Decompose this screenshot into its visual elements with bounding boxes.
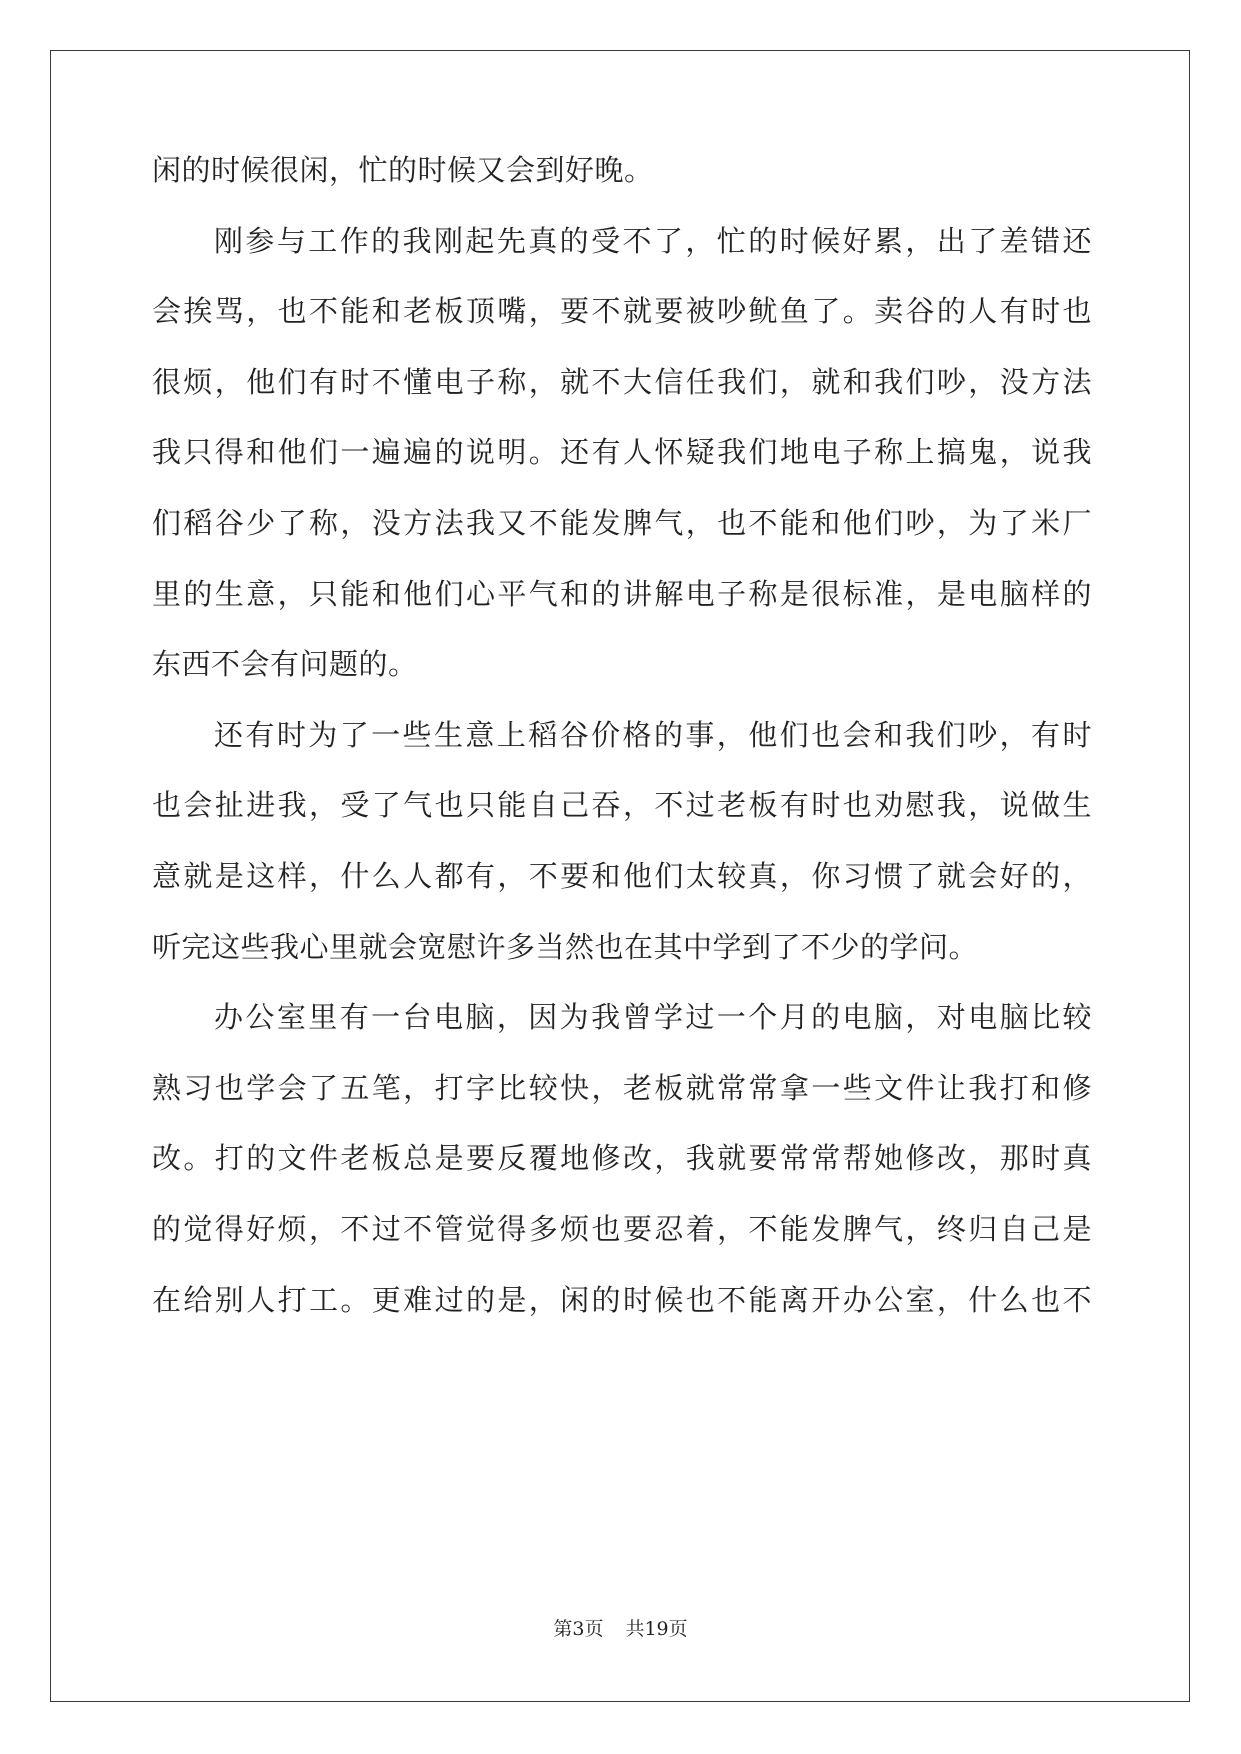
text-line: 办公室里有一台电脑，因为我曾学过一个月的电脑，对电脑比较	[214, 1000, 1092, 1035]
text-line: 刚参与工作的我刚起先真的受不了，忙的时候好累，出了差错还	[214, 223, 1092, 258]
text-line: 还有时为了一些生意上稻谷价格的事，他们也会和我们吵，有时	[214, 717, 1092, 752]
text-line: 我只得和他们一遍遍的说明。还有人怀疑我们地电子称上搞鬼，说我	[152, 435, 1092, 470]
text-line: 在给别人打工。更难过的是，闲的时候也不能离开办公室，什么也不	[152, 1282, 1092, 1317]
page-total: 共19页	[625, 1618, 688, 1640]
page-footer	[0, 1614, 1241, 1641]
text-line: 听完这些我心里就会宽慰许多当然也在其中学到了不少的学问。	[152, 929, 979, 964]
text-line: 也会扯进我，受了气也只能自己吞，不过老板有时也劝慰我，说做生	[152, 788, 1092, 823]
text-line: 的觉得好烦，不过不管觉得多烦也要忍着，不能发脾气，终归自己是	[152, 1212, 1092, 1246]
text-line: 们稻谷少了称，没方法我又不能发脾气，也不能和他们吵，为了米厂	[152, 506, 1092, 540]
text-line: 意就是这样，什么人都有，不要和他们太较真，你习惯了就会好的，	[152, 859, 1092, 893]
text-line: 会挨骂，也不能和老板顶嘴，要不就要被吵鱿鱼了。卖谷的人有时也	[152, 294, 1092, 329]
text-line: 里的生意，只能和他们心平气和的讲解电子称是很标准，是电脑样的	[152, 576, 1092, 611]
text-line: 改。打的文件老板总是要反覆地修改，我就要常常帮她修改，那时真	[152, 1141, 1092, 1176]
text-line: 闲的时候很闲，忙的时候又会到好晚。	[152, 153, 654, 187]
page-number: 第3页	[553, 1618, 604, 1640]
text-line: 很烦，他们有时不懂电子称，就不大信任我们，就和我们吵，没方法	[152, 364, 1092, 399]
text-line: 东西不会有问题的。	[152, 647, 418, 682]
text-line: 熟习也学会了五笔，打字比较快，老板就常常拿一些文件让我打和修	[152, 1070, 1092, 1105]
